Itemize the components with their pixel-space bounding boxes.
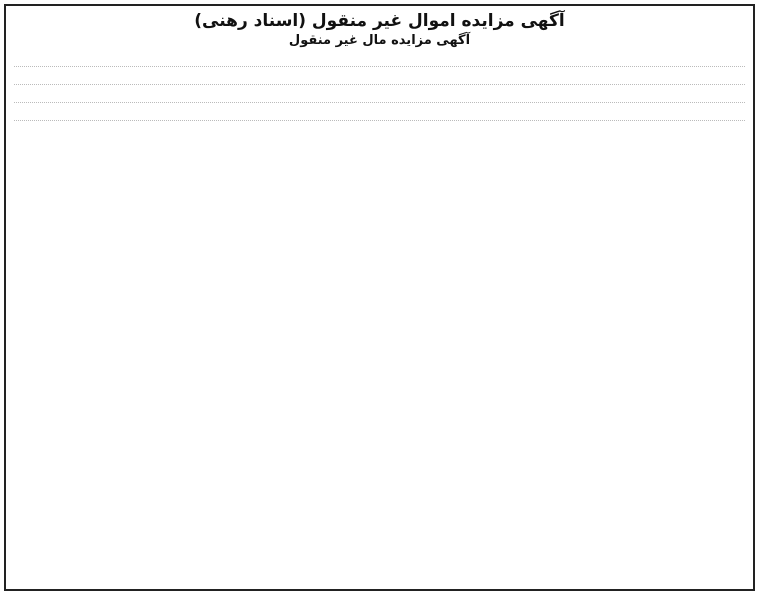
notice-body [14, 51, 745, 121]
notice-subtitle: آگهی مزایده مال غیر منقول [288, 33, 471, 48]
notice-title: آگهی مزایده اموال غیر منقول (اسناد رهنی) [194, 11, 565, 31]
notice-page [4, 4, 755, 591]
body-paragraph-1 [14, 51, 745, 67]
body-paragraph-4 [14, 105, 745, 121]
body-paragraph-2 [14, 69, 745, 85]
body-paragraph-3 [14, 87, 745, 103]
